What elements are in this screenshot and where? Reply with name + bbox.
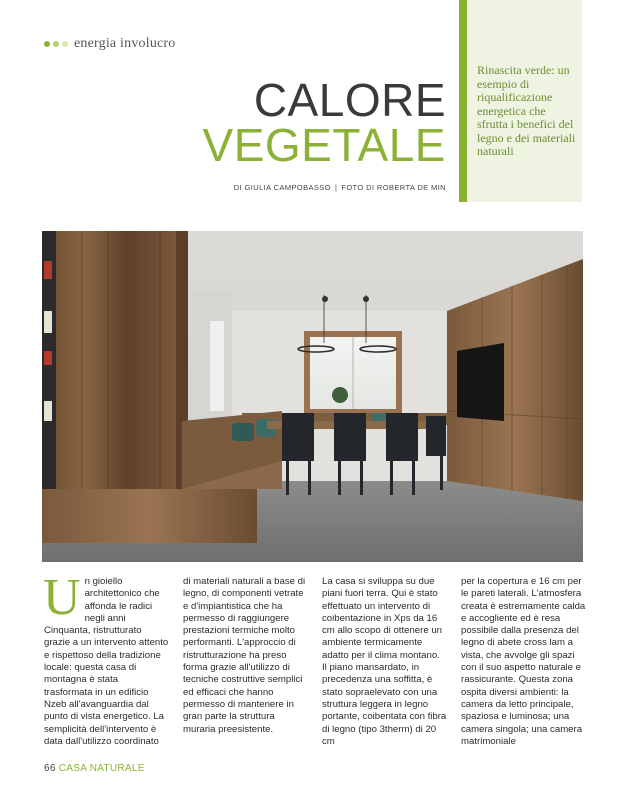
section-dots	[44, 41, 68, 47]
hero-photo	[42, 231, 583, 562]
page-folio	[44, 763, 145, 774]
publication-name: CASA NATURALE	[58, 763, 145, 774]
article-subtitle: Rinascita verde: un esempio di riqualificazione energetica che sfrutta i benefici del legno e dei materiali naturali	[477, 63, 576, 158]
article-credits	[234, 183, 446, 192]
title-line-2: VEGETALE	[202, 119, 446, 171]
title-line-1: CALORE	[253, 74, 446, 126]
subtitle-accent-bar	[459, 0, 467, 202]
body-column-1-text: n gioiello architettonico che affonda le radici negli anni Cinquanta, ristrutturato grazie a un intervento attento e rispettoso della tradizione locale: questa casa di montagna è stata trasformata in un edificio Nzeb all'avanguardia dal punto di vista energetico. La semplicità dell'intervento è data dall'utilizzo coordinato	[44, 576, 169, 747]
page-number: 66	[44, 763, 56, 774]
interior-photo-illustration	[42, 231, 583, 562]
section-header	[44, 36, 176, 52]
author-credit: DI GIULIA CAMPOBASSO	[233, 183, 331, 192]
credit-separator: |	[334, 183, 338, 192]
article-body	[43, 569, 586, 762]
section-dot-3	[62, 41, 68, 47]
article-title	[202, 74, 446, 171]
body-column-3: La casa si sviluppa su due piani fuori terra. Qui è stato effettuato un intervento di coibentazione in Xps da 16 cm allo scopo di ottenere un ambiente termicamente adatto per il clima montano. Il piano mansardato, in precedenza una soffitta, è stato sopraelevato con una struttura leggera in legno portante, coibentata con fibra di legno (tipo 3therm) di 20 cm	[322, 576, 447, 747]
section-dot-2	[53, 41, 59, 47]
drop-cap: U	[43, 569, 81, 626]
body-column-4: per la copertura e 16 cm per le pareti laterali. L'atmosfera creata è estremamente calda e accogliente ed è resa possibile dalla presenza del legno di abete cross lam a vista, che avvolge gli spazi con il suo aspetto naturale e rassicurante. Questa zona ospita diversi ambienti: la camera da letto principale, spaziosa e luminosa; una camera singola; una camera matrimoniale	[461, 576, 586, 747]
section-label: energia involucro	[74, 36, 176, 51]
section-dot-1	[44, 41, 50, 47]
body-column-1	[43, 569, 169, 762]
body-column-2: di materiali naturali a base di legno, di componenti vetrate e d'impiantistica che ha permesso di raggiungere prestazioni termiche molto performanti. L'approccio di ristrutturazione ha preso forma grazie all'utilizzo di tecniche costruttive semplici ed efficaci che hanno permesso di mantenere in gran parte la struttura muraria preesistente.	[183, 576, 306, 735]
photo-credit: FOTO DI ROBERTA DE MIN	[341, 183, 446, 192]
